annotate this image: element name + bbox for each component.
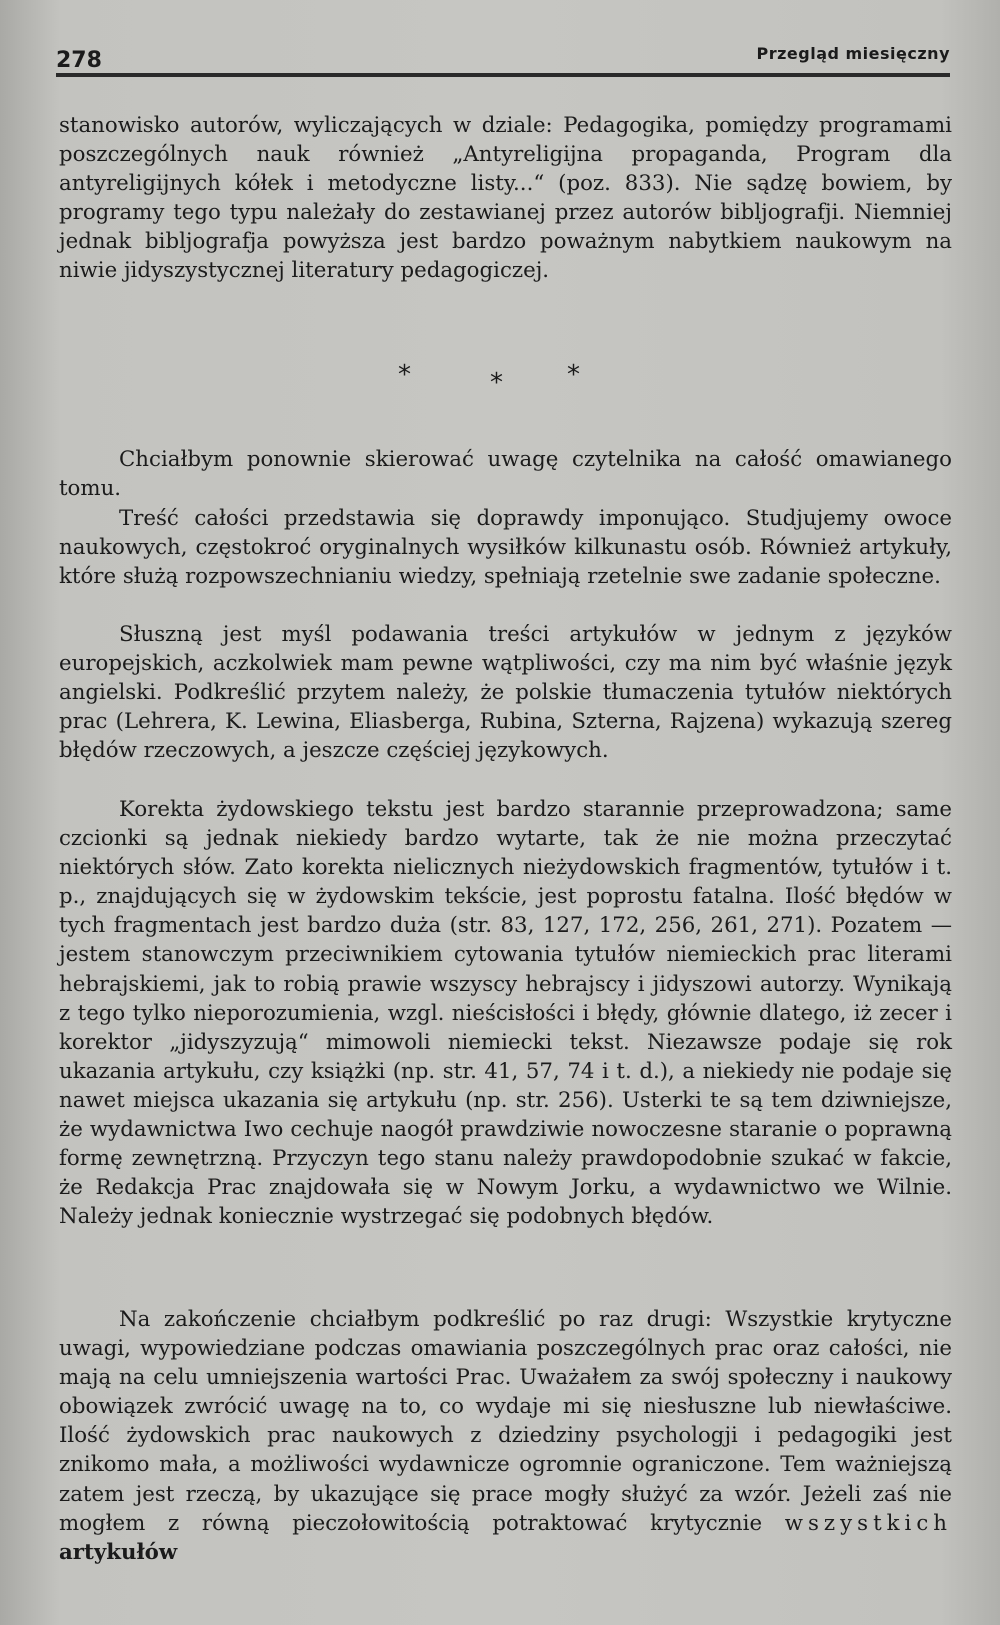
- paragraph-5: Korekta żydowskiego tekstu jest bardzo starannie przeprowadzona; same czcionki są jednak niekiedy bardzo wytarte, tak że nie można przeczytać niektórych słów. Zato korekta nielicznych nieżydowskich fragmentów, tytułów i t. p., znajdujących się w żydowskim tekście, jest poprostu fatalna. Ilość błędów w tych fragmentach jest bardzo duża (str. 83, 127, 172, 256, 261, 271). Pozatem — jestem stanowczym przeciwnikiem cytowania tytułów niemieckich prac literami hebrajskiemi, jak to robią prawie wszyscy hebrajscy i jidyszowi autorzy. Wynikają z tego tylko nieporozumienia, wzgl. nieścisłości i błędy, głównie dlatego, iż zecer i korektor „jidyszyzują“ mimowoli niemiecki tekst. Niezawsze podaje się rok ukazania artykułu, czy książki (np. str. 41, 57, 74 i t. d.), a niekiedy nie podaje się nawet miejsca ukazania się artykułu (np. str. 256). Usterki te są tem dziwniejsze, że wydawnictwa Iwo cechuje naogół prawdziwie nowoczesne staranie o poprawną formę zewnętrzną. Przyczyn tego stanu należy prawdopodobnie szukać w fakcie, że Redakcja Prac znajdowała się w Nowym Jorku, a wydawnictwo we Wilnie. Należy jednak koniecznie wystrzegać się podobnych błędów.: [59, 797, 952, 1230]
- paragraph-6: [59, 1305, 952, 1567]
- asterisk: *: [398, 360, 411, 390]
- running-title: Przegląd miesięczny: [756, 44, 950, 63]
- asterisk: *: [567, 360, 580, 390]
- header-rule: [56, 73, 950, 77]
- paragraph-6-text: Na zakończenie chciałbym podkreślić po raz drugi: Wszystkie krytyczne uwagi, wypowiedziane podczas omawiania poszczególnych prac oraz całości, nie mają na celu umniejszenia wartości Prac. Uważałem za swój społeczny i naukowy obowiązek zwrócić uwagę na to, co wydaje mi się niesłuszne lub niewłaściwe. Ilość żydowskich prac naukowych z dziedziny psychologji i pedagogiki jest znikomo mała, a możliwości wydawnicze ogromnie ograniczone. Tem ważniejszą zatem jest rzeczą, by ukazujące się prace mogły służyć za wzór. Jeżeli zaś nie mogłem z równą pieczołowitością potraktować krytycznie: [59, 1307, 952, 1536]
- page-number: 278: [56, 48, 102, 73]
- section-break: [0, 360, 1000, 400]
- paragraph-2: Chciałbym ponownie skierować uwagę czytelnika na całość omawianego tomu.: [59, 447, 952, 502]
- paragraph-3: Treść całości przedstawia się doprawdy imponująco. Studjujemy owoce naukowych, częstokroć oryginalnych wysiłków kilkunastu osób. Również artykuły, które służą rozpowszechnianiu wiedzy, spełniają rzetelnie swe zadanie społeczne.: [59, 506, 952, 590]
- paragraph-1: stanowisko autorów, wyliczających w dziale: Pedagogika, pomiędzy programami poszczególnych nauk również „Antyreligijna propaganda, Program dla antyreligijnych kółek i metodyczne listy...“ (poz. 833). Nie sądzę bowiem, by programy tego typu należały do zestawianej przez autorów bibljografji. Niemniej jednak bibljografja powyższa jest bardzo poważnym nabytkiem naukowym na niwie jidyszystycznej literatury pedagogiczej.: [59, 113, 952, 284]
- paragraph-6-tail: artykułów: [59, 1539, 178, 1565]
- asterisk: *: [490, 368, 503, 398]
- paragraph-4: Słuszną jest myśl podawania treści artykułów w jednym z języków europejskich, aczkolwiek mam pewne wątpliwości, czy ma nim być właśnie język angielski. Podkreślić przytem należy, że polskie tłumaczenia tytułów niektórych prac (Lehrera, K. Lewina, Eliasberga, Rubina, Szterna, Rajzena) wykazują szereg błędów rzeczowych, a jeszcze częściej językowych.: [59, 622, 952, 764]
- page-header: [56, 38, 950, 78]
- spaced-emphasis: wszystkich: [784, 1510, 952, 1536]
